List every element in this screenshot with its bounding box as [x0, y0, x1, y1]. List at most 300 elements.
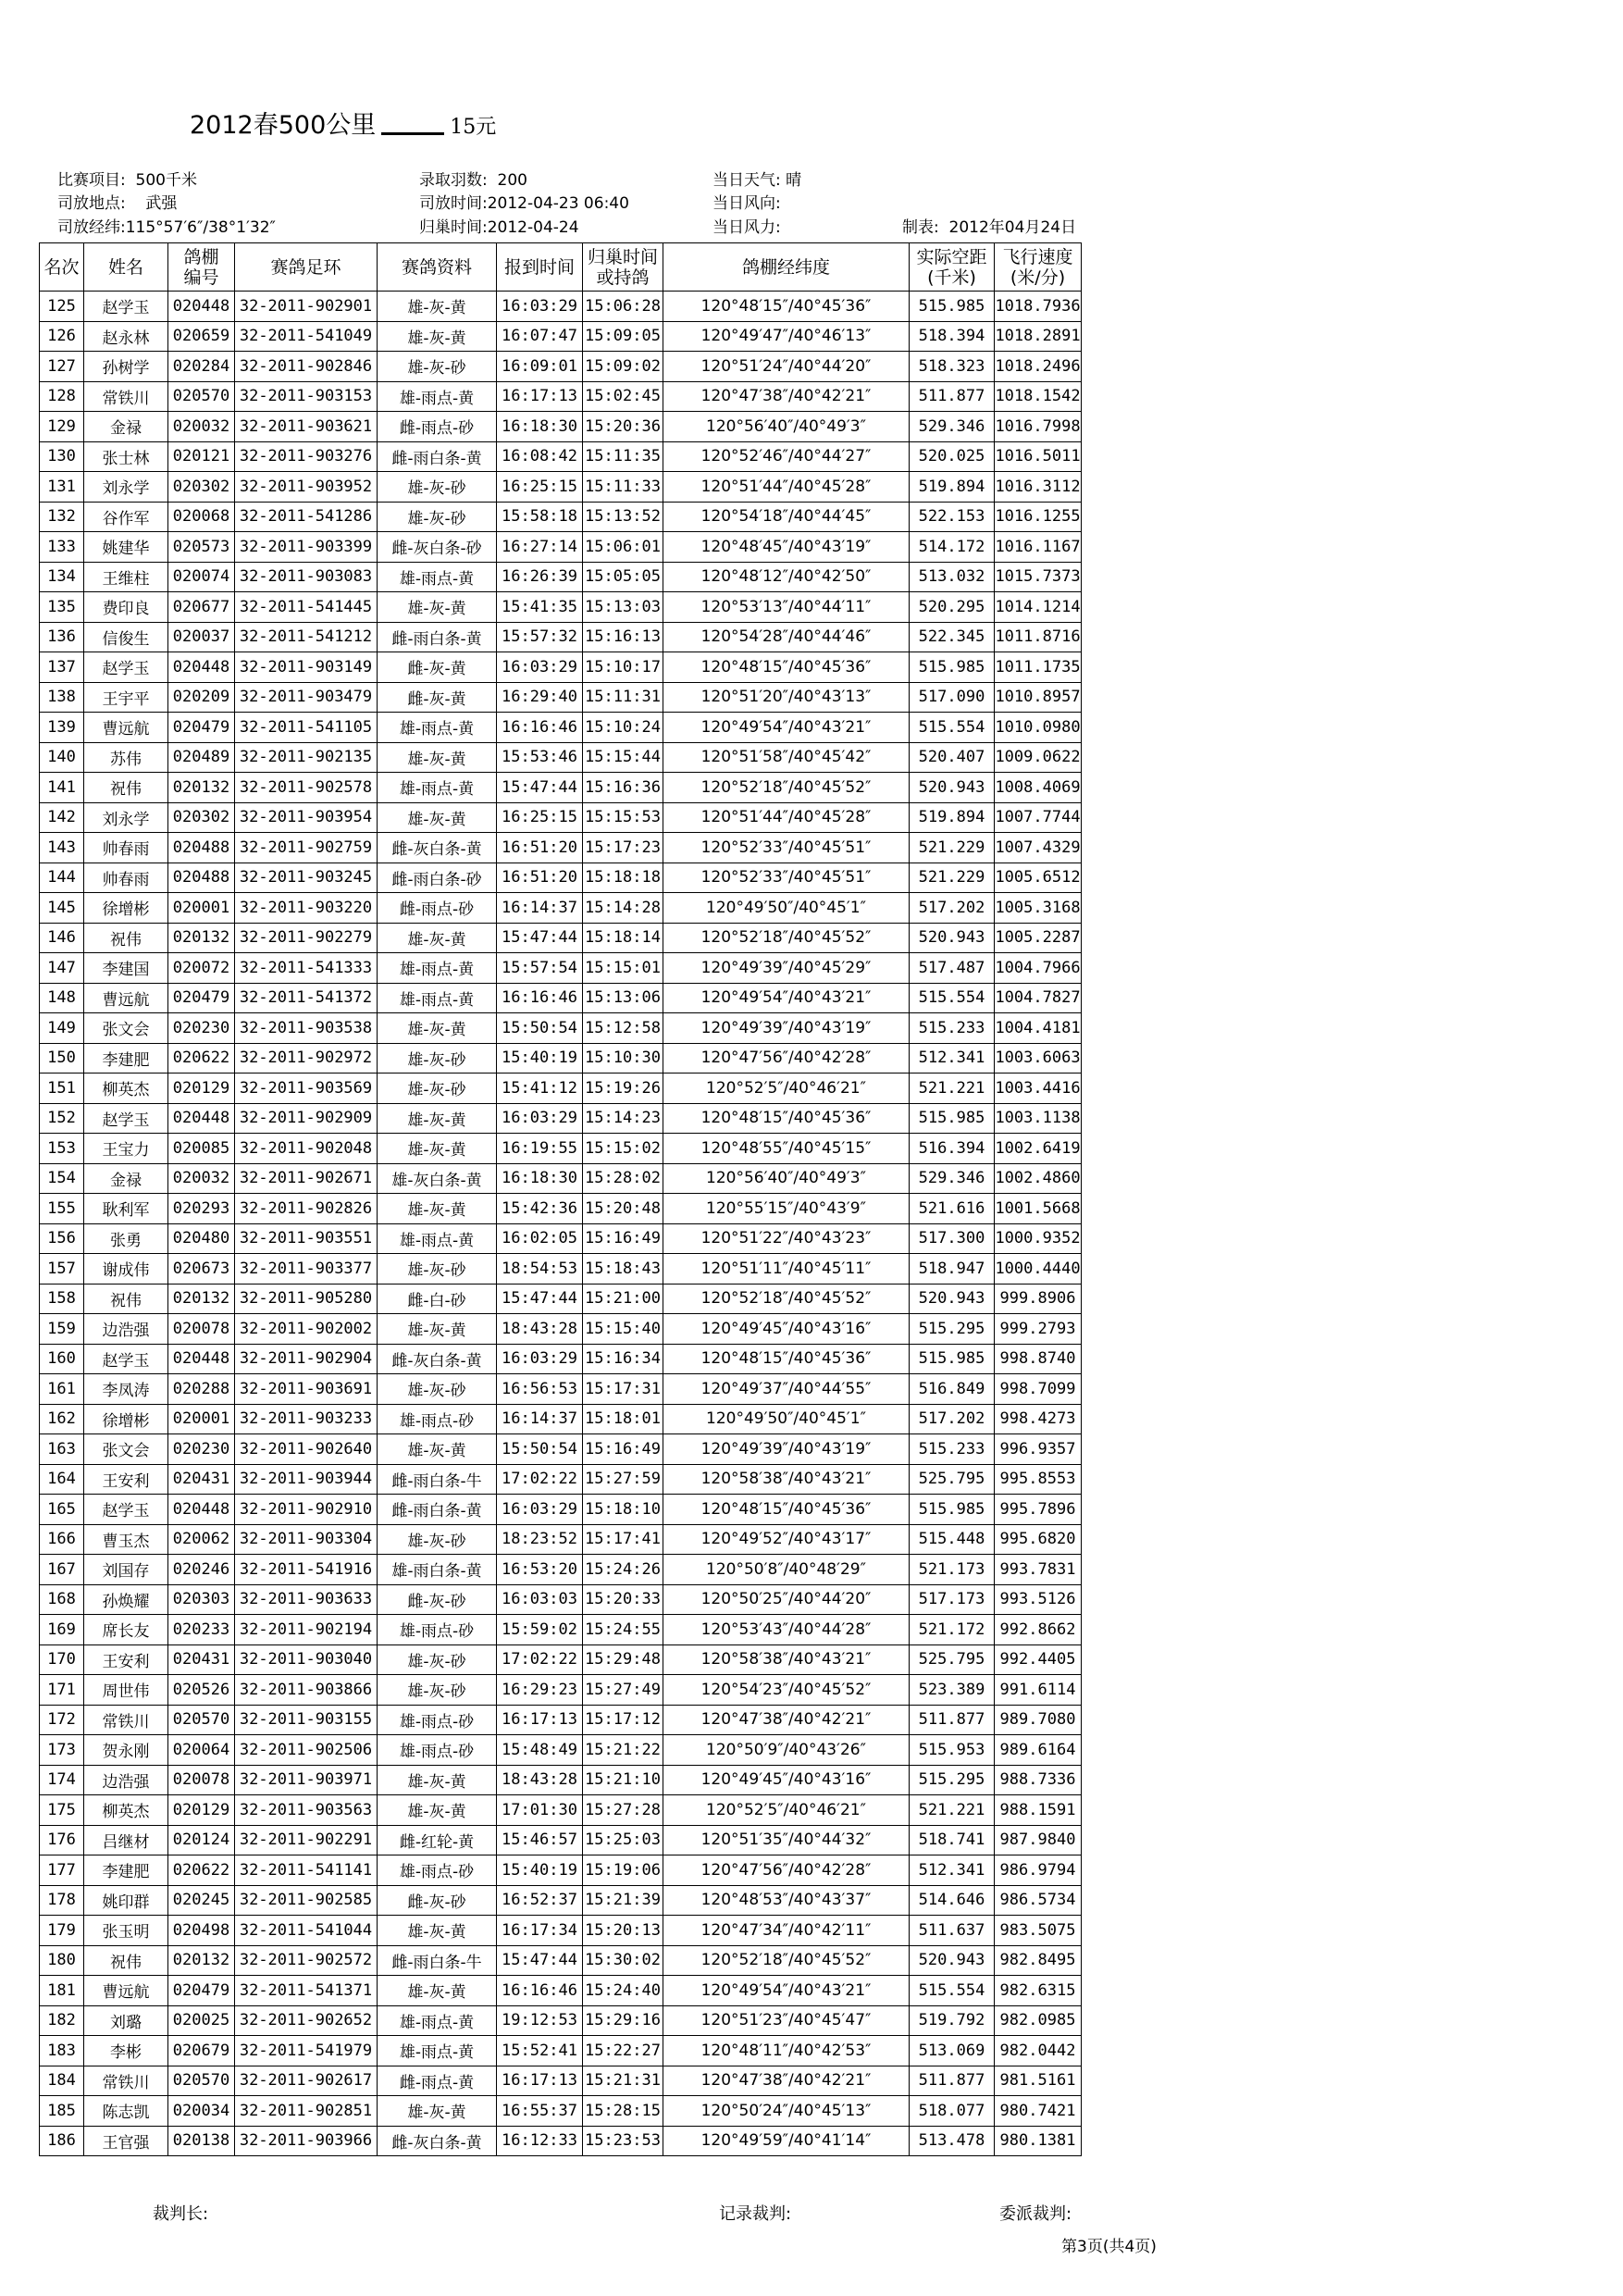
info-cell: 雄-雨点-砂 — [378, 1615, 497, 1645]
name-cell: 金禄 — [84, 1163, 168, 1194]
rank-cell: 166 — [40, 1524, 84, 1555]
ring-cell: 32-2011-903954 — [235, 802, 378, 833]
ring-cell: 32-2011-902578 — [235, 773, 378, 803]
place-info — [57, 190, 177, 213]
header-loft-line2: 编号 — [183, 267, 219, 288]
loft-cell: 020032 — [168, 1163, 235, 1194]
report-time-cell: 18:23:52 — [497, 1524, 583, 1555]
coords-cell: 120°53′43″/40°44′28″ — [663, 1615, 910, 1645]
distance-cell: 511.877 — [910, 381, 995, 412]
info-cell: 雄-灰-黄 — [378, 1103, 497, 1134]
distance-cell: 512.341 — [910, 1043, 995, 1074]
homing-time-cell: 15:20:33 — [583, 1584, 663, 1615]
distance-cell: 513.032 — [910, 562, 995, 592]
report-time-cell: 15:47:44 — [497, 1945, 583, 1976]
coords-cell: 120°51′35″/40°44′32″ — [663, 1825, 910, 1855]
info-cell: 雄-灰-砂 — [378, 1374, 497, 1405]
table-row — [40, 773, 1082, 803]
table-row — [40, 2066, 1082, 2096]
loft-cell: 020498 — [168, 1916, 235, 1946]
distance-cell: 521.229 — [910, 863, 995, 893]
distance-cell: 518.741 — [910, 1825, 995, 1855]
name-cell: 王维柱 — [84, 562, 168, 592]
ring-cell: 32-2011-902585 — [235, 1885, 378, 1916]
distance-cell: 521.221 — [910, 1074, 995, 1104]
coords-cell: 120°49′39″/40°43′19″ — [663, 1434, 910, 1465]
homing-time-cell: 15:27:49 — [583, 1675, 663, 1706]
name-cell: 周世伟 — [84, 1675, 168, 1706]
ring-cell: 32-2011-903551 — [235, 1223, 378, 1254]
loft-cell: 020448 — [168, 1495, 235, 1525]
report-time-cell: 16:51:20 — [497, 833, 583, 863]
loft-cell: 020132 — [168, 1945, 235, 1976]
homing-time-cell: 15:21:22 — [583, 1735, 663, 1766]
report-time-cell: 16:16:46 — [497, 1976, 583, 2006]
recorder-judge-label: 记录裁判: — [719, 2204, 792, 2224]
coords-cell: 120°48′55″/40°45′15″ — [663, 1134, 910, 1164]
speed-cell: 992.8662 — [995, 1615, 1082, 1645]
return-info — [419, 214, 579, 237]
distance-cell: 518.394 — [910, 321, 995, 352]
rank-cell: 175 — [40, 1795, 84, 1826]
ring-cell: 32-2011-902002 — [235, 1314, 378, 1345]
table-row — [40, 381, 1082, 412]
coords-cell: 120°49′54″/40°43′21″ — [663, 713, 910, 743]
speed-cell: 999.8906 — [995, 1284, 1082, 1314]
rank-cell: 127 — [40, 352, 84, 382]
homing-time-cell: 15:24:40 — [583, 1976, 663, 2006]
name-cell: 祝伟 — [84, 1945, 168, 1976]
name-cell: 赵学玉 — [84, 1344, 168, 1374]
distance-cell: 515.295 — [910, 1765, 995, 1795]
coords-cell: 120°52′5″/40°46′21″ — [663, 1074, 910, 1104]
homing-time-cell: 15:10:30 — [583, 1043, 663, 1074]
homing-time-cell: 15:09:02 — [583, 352, 663, 382]
distance-cell: 522.345 — [910, 622, 995, 652]
ring-cell: 32-2011-903149 — [235, 652, 378, 683]
coords-cell: 120°51′44″/40°45′28″ — [663, 802, 910, 833]
rank-cell: 126 — [40, 321, 84, 352]
rank-cell: 168 — [40, 1584, 84, 1615]
homing-time-cell: 15:28:02 — [583, 1163, 663, 1194]
name-cell: 姚印群 — [84, 1885, 168, 1916]
info-cell: 雌-雨点-黄 — [378, 2066, 497, 2096]
report-time-cell: 16:12:33 — [497, 2126, 583, 2156]
place-value: 武强 — [145, 194, 178, 213]
rank-cell: 136 — [40, 622, 84, 652]
ring-cell: 32-2011-541445 — [235, 592, 378, 623]
info-cell: 雌-雨点-砂 — [378, 893, 497, 924]
loft-cell: 020488 — [168, 833, 235, 863]
loft-cell: 020448 — [168, 652, 235, 683]
coords-cell: 120°53′13″/40°44′11″ — [663, 592, 910, 623]
ring-cell: 32-2011-902846 — [235, 352, 378, 382]
speed-cell: 982.6315 — [995, 1976, 1082, 2006]
speed-cell: 1015.7373 — [995, 562, 1082, 592]
loft-cell: 020480 — [168, 1223, 235, 1254]
info-cell: 雌-灰白条-黄 — [378, 2126, 497, 2156]
rank-cell: 133 — [40, 532, 84, 563]
homing-time-cell: 15:20:13 — [583, 1916, 663, 1946]
table-row — [40, 953, 1082, 984]
rank-cell: 167 — [40, 1555, 84, 1585]
rank-cell: 137 — [40, 652, 84, 683]
rank-cell: 144 — [40, 863, 84, 893]
loft-cell: 020573 — [168, 532, 235, 563]
speed-cell: 1016.7998 — [995, 412, 1082, 442]
page-number: 第3页(共4页) — [1061, 2238, 1157, 2256]
table-row — [40, 1885, 1082, 1916]
info-cell: 雄-灰-黄 — [378, 923, 497, 953]
loft-cell: 020037 — [168, 622, 235, 652]
speed-cell: 996.9357 — [995, 1434, 1082, 1465]
rank-cell: 172 — [40, 1705, 84, 1735]
weather-label: 当日天气: — [712, 171, 781, 190]
homing-time-cell: 15:28:15 — [583, 2096, 663, 2127]
name-cell: 柳英杰 — [84, 1074, 168, 1104]
info-cell: 雄-灰-黄 — [378, 1434, 497, 1465]
distance-cell: 514.646 — [910, 1885, 995, 1916]
info-cell: 雌-雨白条-牛 — [378, 1464, 497, 1495]
info-cell: 雌-雨白条-砂 — [378, 863, 497, 893]
rank-cell: 185 — [40, 2096, 84, 2127]
coords-cell: 120°50′9″/40°43′26″ — [663, 1735, 910, 1766]
homing-time-cell: 15:17:31 — [583, 1374, 663, 1405]
ring-cell: 32-2011-902904 — [235, 1344, 378, 1374]
coords-cell: 120°49′39″/40°45′29″ — [663, 953, 910, 984]
loft-cell: 020034 — [168, 2096, 235, 2127]
table-row — [40, 1795, 1082, 1826]
report-time-cell: 15:47:44 — [497, 773, 583, 803]
coords-cell: 120°49′50″/40°45′1″ — [663, 1404, 910, 1434]
speed-cell: 993.7831 — [995, 1555, 1082, 1585]
header-homing-line2: 或持鸽 — [596, 267, 650, 288]
coords-cell: 120°58′38″/40°43′21″ — [663, 1464, 910, 1495]
distance-cell: 516.849 — [910, 1374, 995, 1405]
distance-cell: 518.077 — [910, 2096, 995, 2127]
loft-cell: 020064 — [168, 1735, 235, 1766]
header-speed-line2: (米/分) — [1010, 267, 1066, 288]
homing-time-cell: 15:24:55 — [583, 1615, 663, 1645]
table-row — [40, 1524, 1082, 1555]
info-cell: 雌-灰白条-黄 — [378, 1344, 497, 1374]
ring-cell: 32-2011-902909 — [235, 1103, 378, 1134]
name-cell: 张勇 — [84, 1223, 168, 1254]
report-time-cell: 19:12:53 — [497, 2005, 583, 2036]
rank-cell: 146 — [40, 923, 84, 953]
coords-cell: 120°52′18″/40°45′52″ — [663, 773, 910, 803]
return-label: 归巢时间: — [419, 218, 488, 237]
name-cell: 刘国存 — [84, 1555, 168, 1585]
speed-cell: 1003.6063 — [995, 1043, 1082, 1074]
ring-cell: 32-2011-903399 — [235, 532, 378, 563]
table-row — [40, 1555, 1082, 1585]
rank-cell: 170 — [40, 1644, 84, 1675]
name-cell: 李建国 — [84, 953, 168, 984]
homing-time-cell: 15:21:31 — [583, 2066, 663, 2096]
distance-cell: 519.894 — [910, 802, 995, 833]
speed-cell: 982.0442 — [995, 2036, 1082, 2066]
speed-cell: 998.7099 — [995, 1374, 1082, 1405]
ring-cell: 32-2011-903153 — [235, 381, 378, 412]
rank-cell: 128 — [40, 381, 84, 412]
info-cell: 雄-雨白条-黄 — [378, 1555, 497, 1585]
homing-time-cell: 15:19:26 — [583, 1074, 663, 1104]
name-cell: 常铁川 — [84, 381, 168, 412]
homing-time-cell: 15:11:33 — [583, 472, 663, 503]
loft-cell: 020062 — [168, 1524, 235, 1555]
wind-direction-info — [712, 190, 781, 213]
loft-cell: 020570 — [168, 2066, 235, 2096]
rank-cell: 125 — [40, 292, 84, 322]
name-cell: 张文会 — [84, 1434, 168, 1465]
info-cell: 雄-灰白条-黄 — [378, 1163, 497, 1194]
ring-cell: 32-2011-903569 — [235, 1074, 378, 1104]
coords-cell: 120°50′24″/40°45′13″ — [663, 2096, 910, 2127]
speed-cell: 1003.4416 — [995, 1074, 1082, 1104]
name-cell: 耿利军 — [84, 1194, 168, 1224]
speed-cell: 1018.7936 — [995, 292, 1082, 322]
name-cell: 赵永林 — [84, 321, 168, 352]
name-cell: 赵学玉 — [84, 292, 168, 322]
rank-cell: 141 — [40, 773, 84, 803]
homing-time-cell: 15:11:31 — [583, 682, 663, 713]
info-cell: 雄-雨点-黄 — [378, 983, 497, 1013]
info-cell: 雄-灰-砂 — [378, 1074, 497, 1104]
rank-cell: 129 — [40, 412, 84, 442]
name-cell: 徐增彬 — [84, 1404, 168, 1434]
distance-cell: 521.616 — [910, 1194, 995, 1224]
loft-cell: 020302 — [168, 472, 235, 503]
table-row — [40, 923, 1082, 953]
info-cell: 雄-灰-黄 — [378, 321, 497, 352]
report-time-cell: 15:41:12 — [497, 1074, 583, 1104]
distance-cell: 515.985 — [910, 292, 995, 322]
info-cell: 雄-灰-黄 — [378, 292, 497, 322]
distance-cell: 513.069 — [910, 2036, 995, 2066]
rank-cell: 148 — [40, 983, 84, 1013]
info-cell: 雄-灰-黄 — [378, 742, 497, 773]
rank-cell: 154 — [40, 1163, 84, 1194]
info-cell: 雌-灰-黄 — [378, 682, 497, 713]
homing-time-cell: 15:20:36 — [583, 412, 663, 442]
rank-cell: 138 — [40, 682, 84, 713]
loft-cell: 020121 — [168, 441, 235, 472]
rank-cell: 155 — [40, 1194, 84, 1224]
ring-cell: 32-2011-902506 — [235, 1735, 378, 1766]
report-time-cell: 16:16:46 — [497, 713, 583, 743]
name-cell: 谷作军 — [84, 502, 168, 532]
table-row — [40, 2096, 1082, 2127]
table-row — [40, 1284, 1082, 1314]
table-row — [40, 1855, 1082, 1886]
ring-cell: 32-2011-902910 — [235, 1495, 378, 1525]
name-cell: 常铁川 — [84, 1705, 168, 1735]
rank-cell: 177 — [40, 1855, 84, 1886]
header-speed-line1: 飞行速度 — [1002, 246, 1073, 267]
info-cell: 雄-灰-黄 — [378, 1134, 497, 1164]
info-cell: 雌-雨白条-黄 — [378, 622, 497, 652]
speed-cell: 981.5161 — [995, 2066, 1082, 2096]
distance-cell: 521.229 — [910, 833, 995, 863]
release-label: 司放时间: — [419, 194, 488, 213]
coords-cell: 120°52′18″/40°45′52″ — [663, 1284, 910, 1314]
table-row — [40, 1464, 1082, 1495]
report-time-cell: 17:01:30 — [497, 1795, 583, 1826]
speed-cell: 982.8495 — [995, 1945, 1082, 1976]
table-header-row — [40, 243, 1082, 292]
name-cell: 赵学玉 — [84, 1103, 168, 1134]
report-time-cell: 16:17:34 — [497, 1916, 583, 1946]
report-time-cell: 16:02:05 — [497, 1223, 583, 1254]
homing-time-cell: 15:16:49 — [583, 1223, 663, 1254]
speed-cell: 988.7336 — [995, 1765, 1082, 1795]
name-cell: 张士林 — [84, 441, 168, 472]
distance-cell: 515.985 — [910, 1103, 995, 1134]
table-row — [40, 1223, 1082, 1254]
ring-cell: 32-2011-903155 — [235, 1705, 378, 1735]
name-cell: 曹远航 — [84, 713, 168, 743]
loft-cell: 020570 — [168, 381, 235, 412]
ring-cell: 32-2011-903083 — [235, 562, 378, 592]
speed-cell: 998.8740 — [995, 1344, 1082, 1374]
homing-time-cell: 15:24:26 — [583, 1555, 663, 1585]
loft-cell: 020431 — [168, 1464, 235, 1495]
ring-cell: 32-2011-902826 — [235, 1194, 378, 1224]
speed-cell: 991.6114 — [995, 1675, 1082, 1706]
distance-cell: 515.554 — [910, 983, 995, 1013]
rank-cell: 161 — [40, 1374, 84, 1405]
homing-time-cell: 15:25:03 — [583, 1825, 663, 1855]
table-row — [40, 441, 1082, 472]
distance-cell: 517.202 — [910, 893, 995, 924]
report-time-cell: 15:46:57 — [497, 1825, 583, 1855]
homing-time-cell: 15:18:01 — [583, 1404, 663, 1434]
speed-cell: 980.1381 — [995, 2126, 1082, 2156]
info-cell: 雌-雨白条-黄 — [378, 441, 497, 472]
header-homing-line1: 归巢时间 — [587, 246, 658, 267]
table-row — [40, 1344, 1082, 1374]
speed-cell: 1004.4181 — [995, 1013, 1082, 1044]
distance-cell: 518.323 — [910, 352, 995, 382]
table-row — [40, 1434, 1082, 1465]
speed-cell: 1016.1167 — [995, 532, 1082, 563]
results-table — [39, 242, 1082, 2156]
info-cell: 雌-灰白条-黄 — [378, 833, 497, 863]
distance-cell: 515.233 — [910, 1013, 995, 1044]
homing-time-cell: 15:15:02 — [583, 1134, 663, 1164]
distance-cell: 517.090 — [910, 682, 995, 713]
report-time-cell: 15:47:44 — [497, 923, 583, 953]
coords-cell: 120°51′24″/40°44′20″ — [663, 352, 910, 382]
report-time-cell: 16:27:14 — [497, 532, 583, 563]
ring-cell: 32-2011-903304 — [235, 1524, 378, 1555]
info-cell: 雌-灰白条-砂 — [378, 532, 497, 563]
ring-cell: 32-2011-902972 — [235, 1043, 378, 1074]
info-cell: 雄-雨点-黄 — [378, 1223, 497, 1254]
ring-cell: 32-2011-903691 — [235, 1374, 378, 1405]
distance-cell: 529.346 — [910, 412, 995, 442]
made-date-info — [902, 214, 1076, 237]
rank-cell: 169 — [40, 1615, 84, 1645]
homing-time-cell: 15:18:43 — [583, 1254, 663, 1285]
release-coord-value: 115°57′6″/38°1′32″ — [125, 218, 276, 237]
rank-cell: 183 — [40, 2036, 84, 2066]
loft-cell: 020085 — [168, 1134, 235, 1164]
coords-cell: 120°47′56″/40°42′28″ — [663, 1043, 910, 1074]
distance-cell: 515.953 — [910, 1735, 995, 1766]
rank-cell: 171 — [40, 1675, 84, 1706]
report-time-cell: 15:50:54 — [497, 1434, 583, 1465]
homing-time-cell: 15:16:34 — [583, 1344, 663, 1374]
weather-value: 晴 — [786, 171, 802, 190]
speed-cell: 989.7080 — [995, 1705, 1082, 1735]
name-cell: 孙树学 — [84, 352, 168, 382]
homing-time-cell: 15:29:48 — [583, 1644, 663, 1675]
info-cell: 雄-灰-黄 — [378, 1976, 497, 2006]
report-time-cell: 15:52:41 — [497, 2036, 583, 2066]
loft-cell: 020129 — [168, 1795, 235, 1826]
info-cell: 雄-雨点-黄 — [378, 562, 497, 592]
report-time-cell: 16:18:30 — [497, 412, 583, 442]
report-time-cell: 16:07:47 — [497, 321, 583, 352]
rank-cell: 165 — [40, 1495, 84, 1525]
rank-cell: 149 — [40, 1013, 84, 1044]
table-row — [40, 2005, 1082, 2036]
distance-cell: 515.985 — [910, 1344, 995, 1374]
header-coords: 鸽棚经纬度 — [663, 243, 910, 292]
speed-cell: 995.6820 — [995, 1524, 1082, 1555]
loft-cell: 020032 — [168, 412, 235, 442]
loft-cell: 020673 — [168, 1254, 235, 1285]
report-title — [190, 105, 496, 141]
table-row — [40, 1404, 1082, 1434]
loft-cell: 020233 — [168, 1615, 235, 1645]
coords-cell: 120°51′20″/40°43′13″ — [663, 682, 910, 713]
name-cell: 苏伟 — [84, 742, 168, 773]
distance-cell: 515.554 — [910, 1976, 995, 2006]
header-info: 赛鸽资料 — [378, 243, 497, 292]
speed-cell: 1018.1542 — [995, 381, 1082, 412]
table-row — [40, 1765, 1082, 1795]
report-time-cell: 16:03:03 — [497, 1584, 583, 1615]
distance-cell: 525.795 — [910, 1464, 995, 1495]
appointed-judge-label: 委派裁判: — [999, 2204, 1072, 2224]
report-time-cell: 18:43:28 — [497, 1765, 583, 1795]
homing-time-cell: 15:10:24 — [583, 713, 663, 743]
name-cell: 吕继材 — [84, 1825, 168, 1855]
title-main: 2012春500公里 — [190, 111, 377, 140]
speed-cell: 1000.4440 — [995, 1254, 1082, 1285]
rank-cell: 174 — [40, 1765, 84, 1795]
distance-cell: 515.554 — [910, 713, 995, 743]
homing-time-cell: 15:15:01 — [583, 953, 663, 984]
info-cell: 雄-灰-黄 — [378, 1916, 497, 1946]
name-cell: 曹玉杰 — [84, 1524, 168, 1555]
count-value: 200 — [497, 171, 527, 190]
speed-cell: 1011.1735 — [995, 652, 1082, 683]
name-cell: 王宝力 — [84, 1134, 168, 1164]
ring-cell: 32-2011-903245 — [235, 863, 378, 893]
info-cell: 雄-灰-黄 — [378, 1013, 497, 1044]
homing-time-cell: 15:21:39 — [583, 1885, 663, 1916]
table-row — [40, 863, 1082, 893]
speed-cell: 987.9840 — [995, 1825, 1082, 1855]
table-row — [40, 1735, 1082, 1766]
distance-cell: 521.173 — [910, 1555, 995, 1585]
distance-cell: 515.985 — [910, 1495, 995, 1525]
table-row — [40, 1254, 1082, 1285]
